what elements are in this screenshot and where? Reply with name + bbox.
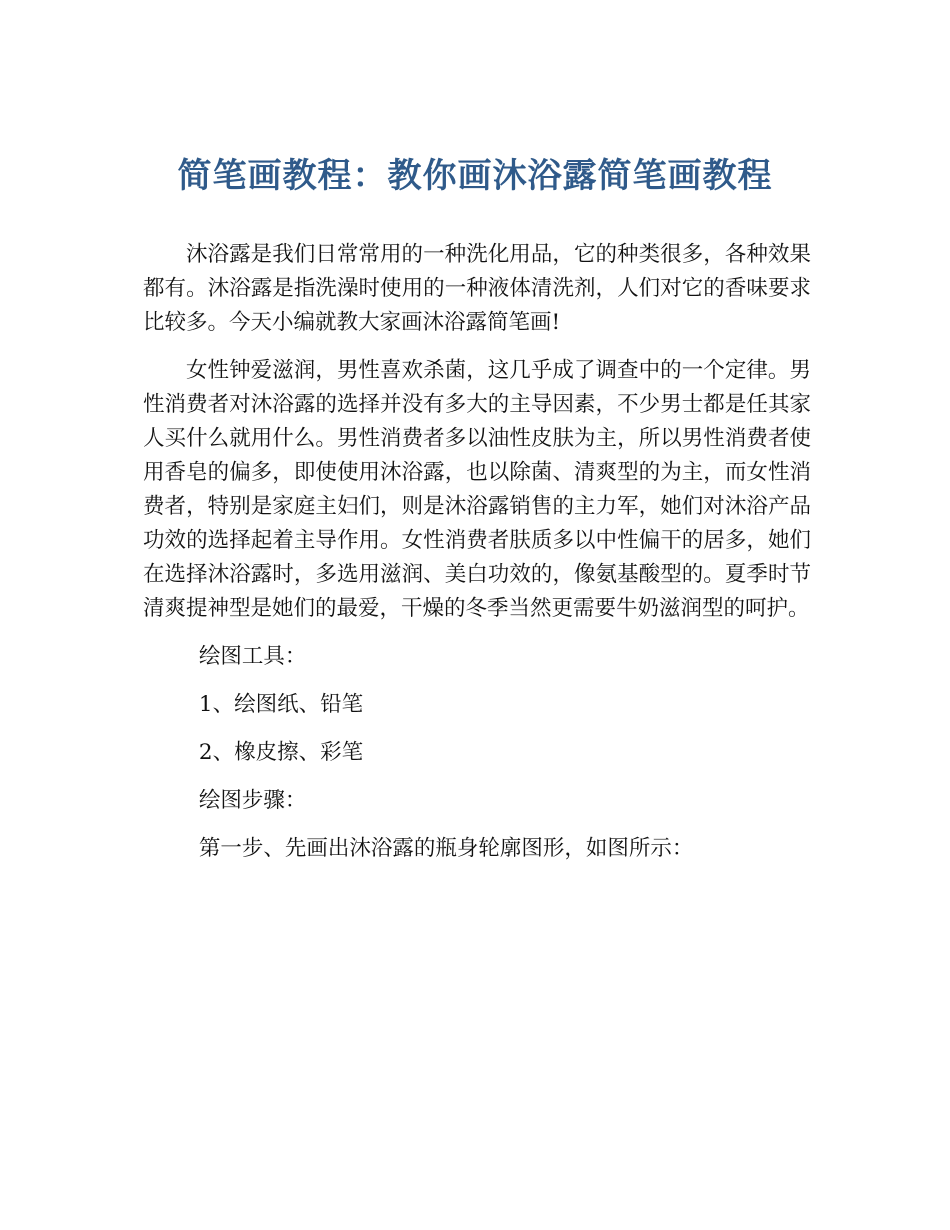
- tool-item-2: 2、橡皮擦、彩笔: [198, 740, 364, 765]
- steps-heading: 绘图步骤：: [198, 788, 307, 813]
- consumer-paragraph: 女性钟爱滋润，男性喜欢杀菌，这几乎成了调查中的一个定律。男性消费者对沐浴露的选择并没有多大的主导因素，不少男士都是任其家人买什么就用什么。男性消费者多以油性皮肤为主，所以男性消费者使用香皂的偏多，即使使用沐浴露，也以除菌、清爽型的为主，而女性消费者，特别是家庭主妇们，则是沐浴露销售的主力军，她们对沐浴产品功效的选择起着主导作用。女性消费者肤质多以中性偏干的居多，她们在选择沐浴露时，多选用滋润、美白功效的，像氨基酸型的。夏季时节清爽提神型是她们的最爱，干燥的冬季当然更需要牛奶滋润型的呵护。: [143, 358, 811, 621]
- tool-item-1: 1、绘图纸、铅笔: [198, 692, 364, 717]
- intro-paragraph: 沐浴露是我们日常常用的一种洗化用品，它的种类很多，各种效果都有。沐浴露是指洗澡时使用的一种液体清洗剂，人们对它的香味要求比较多。今天小编就教大家画沐浴露简笔画!: [143, 242, 811, 335]
- step-1: 第一步、先画出沐浴露的瓶身轮廓图形，如图所示：: [198, 836, 694, 861]
- document-body: [143, 238, 811, 880]
- document-title: 简笔画教程：教你画沐浴露简笔画教程: [177, 156, 773, 196]
- tools-heading: 绘图工具：: [198, 644, 307, 669]
